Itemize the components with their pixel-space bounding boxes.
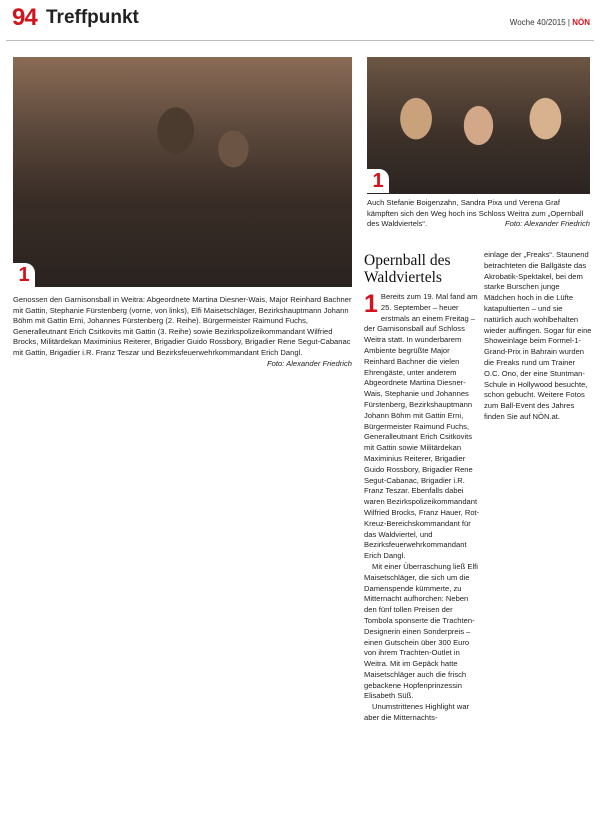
page-number: 94 xyxy=(12,4,37,31)
issue-week: Woche 40/2015 | NÖN xyxy=(509,18,590,27)
photo-badge: 1 xyxy=(367,169,389,193)
group-photo-caption xyxy=(13,295,352,369)
header-rule xyxy=(6,40,594,41)
paragraph: einlage der „Freaks“. Staunend betrachteten die Ballgäste das Akrobatik-Spektakel, bei dem starke Burschen junge Mädchen hoch in die Lüfte katapultierten – und sie natürlich auch wohlbehalten wieder auffingen. Sogar für eine Showeinlage beim Formel-1-Grand-Prix in Bahrain wurden die Freaks rund um Trainer O.C. Ono, der eine Stuntman-Schule in Hollywood besuchte, schon gebucht. Weitere Fotos zum Ball-Event des Jahres finden Sie auf NÖN.at. xyxy=(484,250,592,421)
group-photo xyxy=(13,57,352,287)
article-headline: Opernball des Waldviertels xyxy=(364,252,451,286)
article-column-2 xyxy=(484,250,592,423)
paragraph: Mit einer Überraschung ließ Elfi Maisetschläger, die sich um die Damenspende kümmerte, zu Mitternacht aufhorchen: Neben den fünf tollen Preisen der Tombola sponserte die Trachten-Designerin einen Sonderpreis – einen Gutschein über 300 Euro von ihrem Trachten-Outlet in Weitra. Mit im Gepäck hatte Maisetschläger auch die frisch gebackene Hopfenprinzessin Elisabeth Süß. xyxy=(364,561,478,701)
photo-credit: Foto: Alexander Friedrich xyxy=(505,219,590,229)
section-title: Treffpunkt xyxy=(46,7,139,28)
ladies-photo xyxy=(367,57,590,194)
brand-logo: NÖN xyxy=(572,18,590,27)
paragraph: Unumstrittenes Highlight war aber die Mitternachts- xyxy=(364,702,470,723)
page-header xyxy=(6,4,594,34)
photo-credit: Foto: Alexander Friedrich xyxy=(267,358,352,368)
paragraph: Bereits zum 19. Mal fand am 25. September – heuer erstmals an einem Freitag – der Garnisonsball auf Schloss Weitra statt. In wunderbarem Ambiente begrüßte Major Reinhard Bachner die vielen Ehrengäste, unter anderem Abgeordnete Martina Diesner-Wais, Stephanie und Johannes Fürstenberg, Bezirkshauptmann Johann Böhm mit Gattin Erni, Bürgermeister Raimund Fuchs, Generalleutnant Erich Csitkovits mit Gattin sowie Militärdekan Maximinius Reiterer, Brigadier Guido Rossbory, Brigadier Rene Segut-Cabanac, Brigadier i.R. Franz Teszar. Ebenfalls dabei waren Bezirkspolizeikommandant Wilfried Brocks, Franz Hauer, Rot-Kreuz-Bereichskommandant für das Waldviertel, und Bezirksfeuerwehrkommandant Erich Dangl. xyxy=(364,292,480,561)
ladies-photo-caption xyxy=(367,198,590,230)
caption-text: Genossen den Garnisonsball in Weitra: Abgeordnete Martina Diesner-Wais, Major Reinhard Bachner mit Gattin, Stephanie Fürstenberg (vorne, von links), Elfi Maisetschläger, Bezirkshauptmann Johann Böhm mit Gattin Erni, Johannes Fürstenberg (2. Reihe). Bürgermeister Raimund Fuchs, Generalleutnant Erich Csitkovits mit Gattin (3. Reihe) sowie Bezirkspolizeikommandant Wilfried Brocks, Militärdekan Maximinius Reiterer, Brigadier Guido Rossbory, Brigadier Rene Segut-Cabanac mit Gattin, Brigadier i.R. Franz Teszar und Bezirksfeuerwehrkommandant Erich Dangl. xyxy=(13,295,352,357)
photo-badge: 1 xyxy=(13,263,35,287)
drop-cap: 1 xyxy=(364,290,378,318)
article-column-1 xyxy=(364,292,480,724)
caption-text: Auch Stefanie Boigenzahn, Sandra Pixa und Verena Graf kämpften sich den Weg hoch ins Schloss Weitra zum „Opernball des Waldviertels“. xyxy=(367,198,584,229)
